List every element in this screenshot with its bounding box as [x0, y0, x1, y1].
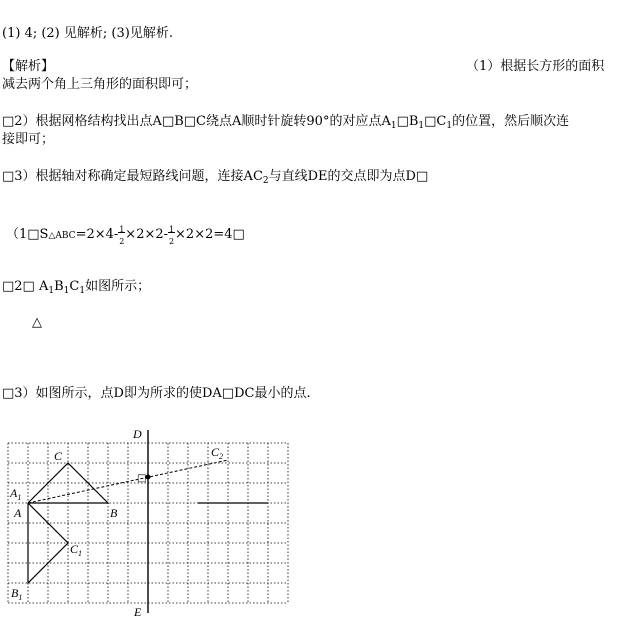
label-b: B [110, 506, 118, 520]
label-c1 [70, 542, 82, 558]
geometry-figure [0, 425, 300, 625]
label-c2-sub: 2 [219, 452, 224, 461]
triangle-glyph: △ [32, 315, 42, 330]
solution-s2-a: □2□ A [2, 279, 49, 294]
label-b1 [11, 586, 22, 602]
label-e: E [134, 605, 142, 619]
analysis-p2-text-c: □C [424, 114, 447, 129]
solution-s2-d: 如图所示； [85, 279, 151, 294]
area-subscript: △ABC [48, 231, 76, 241]
solution-s2-b: B [54, 279, 64, 294]
analysis-part-3 [2, 168, 428, 186]
analysis-part-2-line2: 接即可； [2, 132, 55, 147]
solution-part-1 [6, 224, 245, 245]
answer-part-1: (1) 4; [2, 26, 38, 41]
answer-line [2, 25, 173, 43]
solution-s1-d: ×2×2=4□ [175, 227, 245, 242]
label-c2-letter: C [211, 445, 220, 459]
analysis-p2-text-b: □B [396, 114, 419, 129]
analysis-p3-text-a: □3）根据轴对称确定最短路线问题，连接AC [2, 169, 263, 184]
fraction-denominator: 2 [169, 237, 175, 246]
fraction-denominator: 2 [119, 237, 125, 246]
analysis-part-1-tail: 减去两个角上三角形的面积即可； [2, 77, 198, 92]
subscript: 1 [446, 121, 453, 131]
subscript: 1 [79, 286, 86, 296]
label-c: C [54, 449, 63, 463]
label-b1-letter: B [11, 586, 19, 600]
fraction-one-half [168, 224, 175, 246]
label-c1-letter: C [70, 542, 79, 556]
analysis-header: 【解析】 [2, 59, 55, 74]
fraction-numerator: 1 [169, 225, 175, 234]
label-a: A [14, 506, 22, 520]
label-b1-sub: 1 [18, 593, 23, 602]
analysis-p2-text-d: 的位置，然后顺次连 [452, 114, 570, 129]
label-a1-letter: A [10, 486, 18, 500]
solution-s1-c: ×2×2- [125, 227, 169, 242]
subscript: 1 [48, 286, 55, 296]
analysis-p3-text-b: 与直线DE的交点即为点D□ [268, 169, 429, 184]
solution-s2-c: C [69, 279, 80, 294]
solution-part-3: □3）如图所示，点D即为所求的使DA□DC最小的点. [2, 386, 311, 401]
label-c2 [211, 445, 223, 461]
label-d: D [133, 427, 142, 441]
label-point-d: □ [137, 473, 147, 484]
analysis-p2-text-a: □2）根据网格结构找出点A□B□C绕点A顺时针旋转90°的对应点A [2, 114, 391, 129]
analysis-part-2 [2, 113, 569, 131]
subscript: 1 [63, 286, 70, 296]
subscript: 1 [390, 121, 397, 131]
answer-part-2: (2) 见解析; [41, 26, 108, 41]
solution-s1-a: （1□S [6, 227, 49, 242]
solution-s1-b: =2×4- [75, 227, 119, 242]
solution-part-2 [2, 278, 150, 296]
label-c1-sub: 1 [78, 549, 83, 558]
label-a1 [9, 486, 21, 502]
subscript: 1 [418, 121, 425, 131]
fraction-one-half [118, 224, 125, 246]
analysis-part-1-head: （1）根据长方形的面积 [466, 59, 605, 74]
fraction-numerator: 1 [119, 225, 125, 234]
answer-part-3: (3)见解析. [111, 26, 173, 41]
label-a1-sub: 1 [17, 493, 22, 502]
subscript: 2 [262, 176, 269, 186]
